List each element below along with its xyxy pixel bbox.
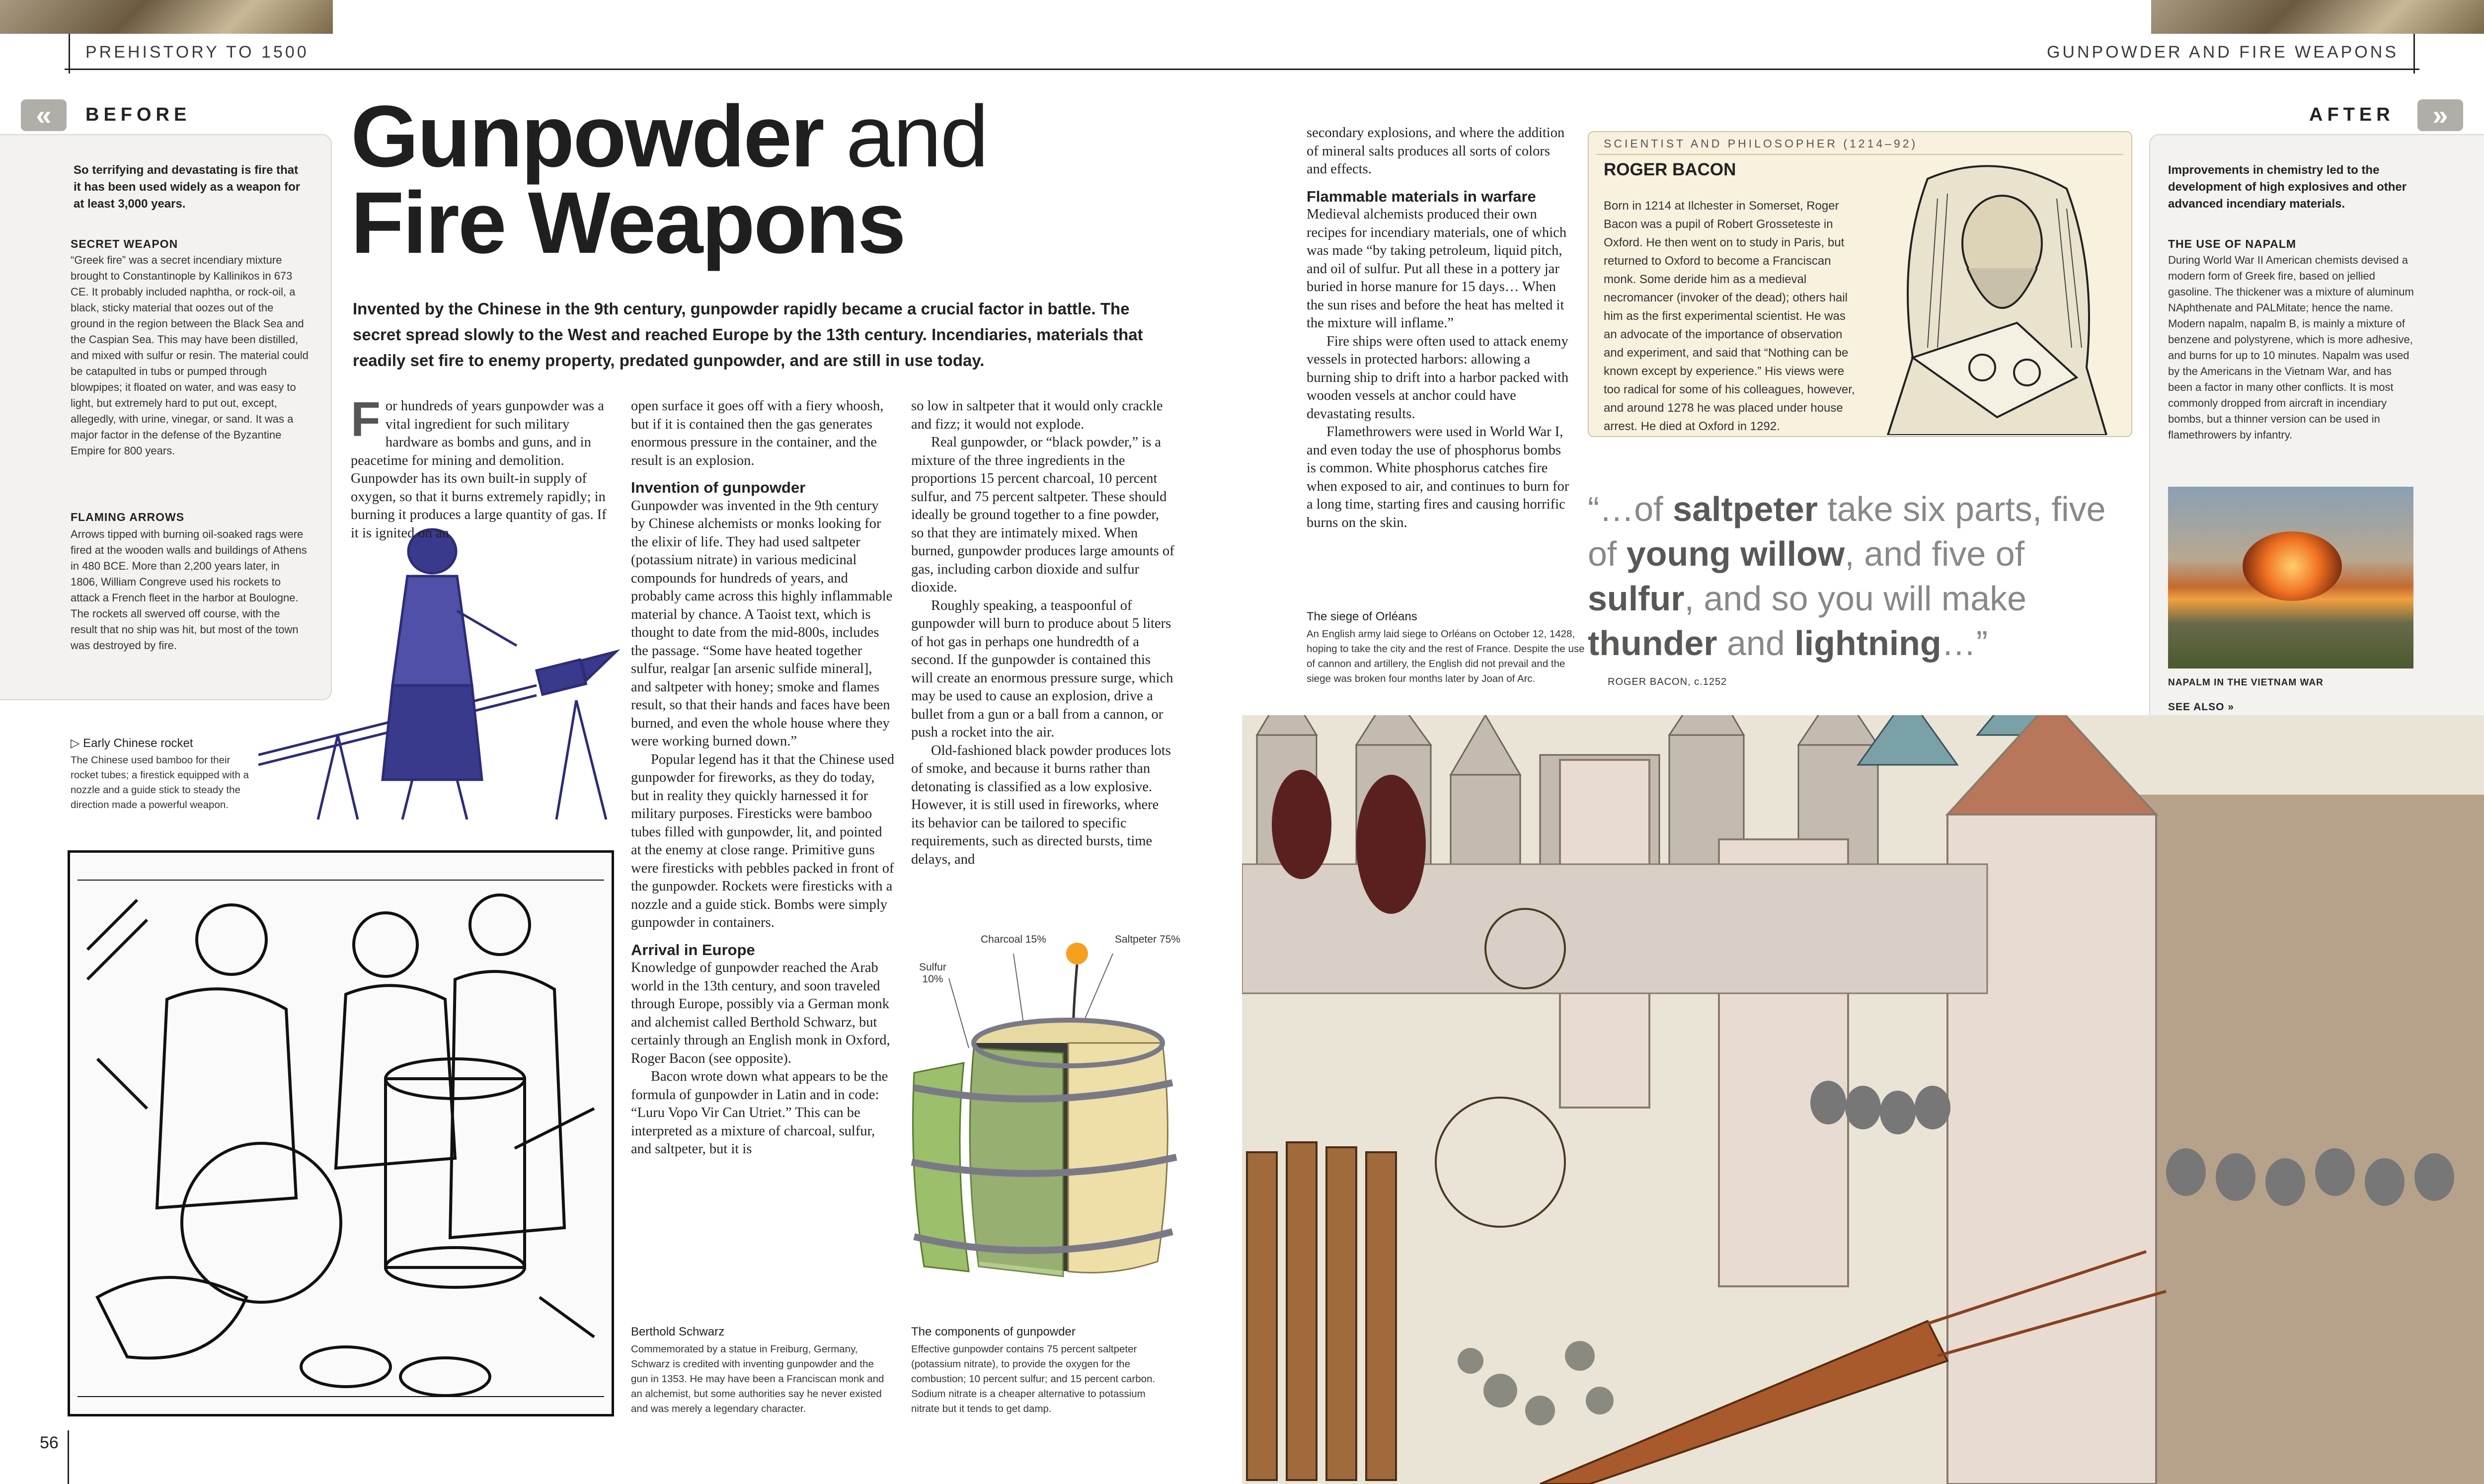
- title-bold: Gunpowder: [351, 88, 823, 185]
- col3-p2: Real gunpowder, or “black powder,” is a mixture of the three ingredients in the proportions 15 percent charcoal, 10 percent sulfur, and 75 percent saltpeter. These should ideally be ground together to a fine powder, so that they are intimately mixed. When burned, gunpowder produces large amounts of gas, including carbon dioxide and sulfur dioxide.: [911, 435, 1174, 595]
- col2-p1: open surface it goes off with a fiery whoosh, but if it is contained then the gas generates enormous pressure in the container, and the result is an explosion.: [631, 398, 884, 468]
- rocket-caption-text: The Chinese used bamboo for their rocket tubes; a firestick equipped with a nozzle and a guide stick to steady the direction made a powerful weapon.: [71, 754, 249, 811]
- col2-p2: Gunpowder was invented in the 9th century by Chinese alchemists or monks looking for the elixir of life. They had used saltpeter (potassium nitrate) in various medicinal compounds for hundreds of years, and probably came across this highly inflammable material by chance. A Taoist text, which is thought to date from the mid-800s, includes the passage. “Some have heated together sulfur, realgar [an arsenic sulfide mineral], and saltpeter with honey; smoke and flames result, so that their hands and faces have been burned, and even the whole house where they were working burned down.”: [631, 498, 893, 749]
- rocket-caption-title: ▷ Early Chinese rocket: [71, 737, 193, 750]
- after-lead: Improvements in chemistry led to the development of high explosives and other advanced incendiary materials.: [2168, 163, 2407, 211]
- quote-word-willow: young willow: [1626, 534, 1845, 573]
- column-4: [1307, 124, 1570, 532]
- napalm-fireball: [2243, 531, 2342, 601]
- corner-image-left: [0, 0, 333, 34]
- quote-text-1: take six parts, five of: [1588, 490, 2106, 573]
- napalm-text: During World War II American chemists devised a modern form of Greek fire, based on jellied gasoline. The thickener was a mixture of aluminum NAphthenate and PALMitate; hence the name. Modern napalm, napalm B, is mainly a mixture of benzene and polystyrene, which is more adhesive, and burns for up to 10 minutes. Napalm was used by the Americans in the Vietnam War, and has been a factor in many other conflicts. It is most commonly dropped from aircraft in incendiary bombs, but a thinner version can be used in flamethrowers by infantry.: [2168, 254, 2414, 441]
- siege-of-orleans-painting: [1242, 715, 2484, 1484]
- bio-name: ROGER BACON: [1604, 160, 1736, 179]
- barrel-label-sulfur-name: Sulfur: [919, 962, 946, 973]
- see-also-label: SEE ALSO »: [2168, 701, 2234, 713]
- barrel-caption-text: Effective gunpowder contains 75 percent saltpeter (potassium nitrate), to provide the oxygen for the combustion; 10 percent sulfur; and 15 percent carbon. Sodium nitrate is a cheaper alternative to potassium nitrate but it tends to get damp.: [911, 1343, 1156, 1414]
- flaming-arrows-heading: FLAMING ARROWS: [71, 511, 185, 523]
- chinese-rocket-illustration: [258, 521, 636, 829]
- header-rule: [65, 69, 2419, 70]
- col2-p3: Popular legend has it that the Chinese used gunpowder for fireworks, as they do today, but in reality they quickly harnessed it for military purposes. Firesticks were bamboo tubes filled with gunpowder, lit, and pointed at the enemy at close range. Primitive guns were firesticks with pebbles packed in front of the gunpowder. Rockets were firesticks with a nozzle and a guide stick. Bombs were simply gunpowder in containers.: [631, 751, 894, 930]
- col2-p4: Knowledge of gunpowder reached the Arab world in the 13th century, and soon traveled through Europe, possibly via a German monk and alchemist called Berthold Schwarz, but certainly through an English monk in Oxford, Roger Bacon (see opposite).: [631, 960, 890, 1066]
- after-title: AFTER: [2309, 104, 2395, 125]
- column-1: [351, 392, 617, 542]
- before-chevron-icon: «: [21, 99, 67, 131]
- barrel-label-sulfur-pct: 10%: [922, 973, 943, 985]
- napalm-photo-caption: NAPALM IN THE VIETNAM WAR: [2168, 677, 2324, 688]
- invention-heading: Invention of gunpowder: [631, 479, 806, 496]
- page-bottom-rule: [68, 1430, 69, 1484]
- flaming-arrows-text: Arrows tipped with burning oil-soaked rags were fired at the wooden walls and buildings of Athens in 480 BCE. More than 2,200 years later, in 1806, William Congreve used his rockets to attack a French fleet in the harbor at Boulogne. The rockets all swerved off course, with the result that no ship was hit, but most of the town was destroyed by fire.: [71, 528, 307, 652]
- page-title: [351, 88, 997, 272]
- bio-rule: [1597, 154, 2123, 155]
- gunpowder-barrel-diagram: [904, 924, 1182, 1321]
- corner-image-right: [2151, 0, 2484, 34]
- header-divider-right: [2413, 34, 2415, 74]
- quote-text-2: , and five of: [1845, 534, 2025, 573]
- col4-p3: Fire ships were often used to attack enemy vessels in protected harbors: allowing a burning ship to drift into a harbor packed with wooden vessels at anchor could have devastating results.: [1307, 333, 1569, 422]
- quote-word-sulfur: sulfur: [1588, 579, 1685, 618]
- col3-p4: Old-fashioned black powder produces lots of smoke, and because it burns rather than detonating is classified as a low explosive. However, it is still used in fireworks, where its behavior can be tailored to specific requirements, such as directed bursts, time delays, and: [911, 742, 1171, 867]
- barrel-label-charcoal: Charcoal 15%: [981, 934, 1046, 945]
- col4-p2: Medieval alchemists produced their own recipes for incendiary materials, one of which was made “by taking petroleum, liquid pitch, and oil of sulfur. Put all these in a pottery jar buried in horse manure for 15 days… When the sun rises and before the heat has melted it the mixture will inflame.”: [1307, 207, 1567, 331]
- napalm-heading: THE USE OF NAPALM: [2168, 237, 2297, 250]
- col4-p4: Flamethrowers were used in World War I, and even today the use of phosphorus bombs is common. White phosphorus catches fire when exposed to air, and continues to burn for a long time, starting fires and causing horrific burns on the skin.: [1307, 424, 1569, 530]
- orleans-caption-title: The siege of Orléans: [1307, 610, 1417, 623]
- col4-p1: secondary explosions, and where the addition of mineral salts produces all sorts of colors and effects.: [1307, 125, 1565, 177]
- corner-tab-left: [0, 34, 69, 74]
- col3-p3: Roughly speaking, a teaspoonful of gunpowder will burn to produce about 5 liters of hot gas in perhaps one hundredth of a second. If the gunpowder is contained this will create an enormous pressure surge, which may be used to cause an explosion, drive a bullet from a gun or a ball from a cannon, or push a rocket into the air.: [911, 597, 1173, 740]
- column-3: [911, 397, 1174, 869]
- title-line2: Fire Weapons: [351, 174, 905, 272]
- running-head-right: GUNPOWDER AND FIRE WEAPONS: [2046, 43, 2399, 62]
- schwarz-caption-title: Berthold Schwarz: [631, 1325, 725, 1338]
- napalm-photo: [2168, 487, 2413, 668]
- orleans-caption-text: An English army laid siege to Orléans on October 12, 1428, hoping to take the city and the rest of France. Despite the use of cannon and artillery, the English did not prevail and the siege was broken four months later by Joan of Arc.: [1307, 628, 1585, 684]
- running-head-left: PREHISTORY TO 1500: [85, 43, 309, 62]
- barrel-label-saltpeter: Saltpeter 75%: [1115, 934, 1180, 945]
- quote-word-saltpeter: saltpeter: [1673, 490, 1818, 528]
- flammable-heading: Flammable materials in warfare: [1307, 187, 1536, 205]
- column-1-text: or hundreds of years gunpowder was a vital ingredient for such military hardware as bombs and guns, and in peacetime for mining and demolition. Gunpowder has its own built-in supply of oxygen, so that it burns extremely rapidly; in burning it produces a large quantity of gas. If it is ignited on an: [351, 398, 607, 541]
- barrel-caption-title: The components of gunpowder: [911, 1325, 1076, 1338]
- col3-p1: so low in saltpeter that it would only crackle and fizz; it would not explode.: [911, 398, 1163, 432]
- arrival-heading: Arrival in Europe: [631, 941, 755, 959]
- quote-attribution: ROGER BACON, c.1252: [1608, 676, 1727, 687]
- quote-open: “…of: [1588, 490, 1673, 528]
- schwarz-caption-text: Commemorated by a statue in Freiburg, Germany, Schwarz is credited with inventing gunpowder and the gun in 1353. He may have been a Franciscan monk and an alchemist, but some authorities say he never existed and was merely a legendary character.: [631, 1343, 884, 1414]
- quote-close: …”: [1941, 624, 1988, 663]
- secret-weapon-heading: SECRET WEAPON: [71, 237, 178, 250]
- pull-quote: [1588, 487, 2139, 666]
- roger-bacon-portrait: [1868, 159, 2126, 435]
- alchemist-woodcut: [68, 850, 614, 1416]
- bio-kicker: SCIENTIST AND PHILOSOPHER (1214–92): [1604, 137, 1918, 150]
- intro-paragraph: Invented by the Chinese in the 9th century, gunpowder rapidly became a crucial factor in battle. The secret spread slowly to the West and reached Europe by the 13th century. Incendiaries, materials that readily set fire to enemy property, predated gunpowder, and are still in use today.: [353, 299, 1143, 370]
- column-2: [631, 397, 894, 1159]
- title-and: and: [823, 88, 988, 185]
- header-divider-left: [69, 34, 70, 74]
- drop-cap: F: [351, 392, 381, 446]
- secret-weapon-text: “Greek fire” was a secret incendiary mixture brought to Constantinople by Kallinikos in 673 CE. It probably included naphtha, or rock-oil, a black, sticky material that oozes out of the ground in the region between the Black Sea and the Caspian Sea. This may have been distilled, and mixed with sulfur or resin. The material could be catapulted in tubs or pumped through blowpipes; it floated on water, and was easy to light, but extremely hard to put out, except, allegedly, with urine, vinegar, or sand. It was a major factor in the defense of the Byzantine Empire for 800 years.: [71, 254, 309, 457]
- bio-text: Born in 1214 at Ilchester in Somerset, Roger Bacon was a pupil of Robert Grosseteste in Oxford. He then went on to study in Paris, but returned to Oxford to become a Franciscan monk. Some deride him as a medieval necromancer (invoker of the dead); others hail him as the first experimental scientist. He was an advocate of the importance of observation and experiment, and said that “Nothing can be known except by experience.” His views were too radical for some of his colleagues, however, and around 1278 he was placed under house arrest. He died at Oxford in 1292.: [1604, 199, 1855, 433]
- after-chevron-icon: »: [2417, 99, 2463, 131]
- quote-word-thunder: thunder: [1588, 624, 1717, 663]
- col2-p5: Bacon wrote down what appears to be the formula of gunpowder in Latin and in code: “Luru Vopo Vir Can Utriet.” This can be interpreted as a mixture of charcoal, sulfur, and saltpeter, but it is: [631, 1069, 888, 1157]
- before-lead: So terrifying and devastating is fire that it has been used widely as a weapon for at least 3,000 years.: [74, 163, 301, 211]
- quote-text-4: and: [1717, 624, 1795, 663]
- quote-text-3: , and so you will make: [1684, 579, 2027, 618]
- page-number: 56: [40, 1433, 59, 1452]
- before-title: BEFORE: [85, 104, 191, 125]
- quote-word-lightning: lightning: [1794, 624, 1941, 663]
